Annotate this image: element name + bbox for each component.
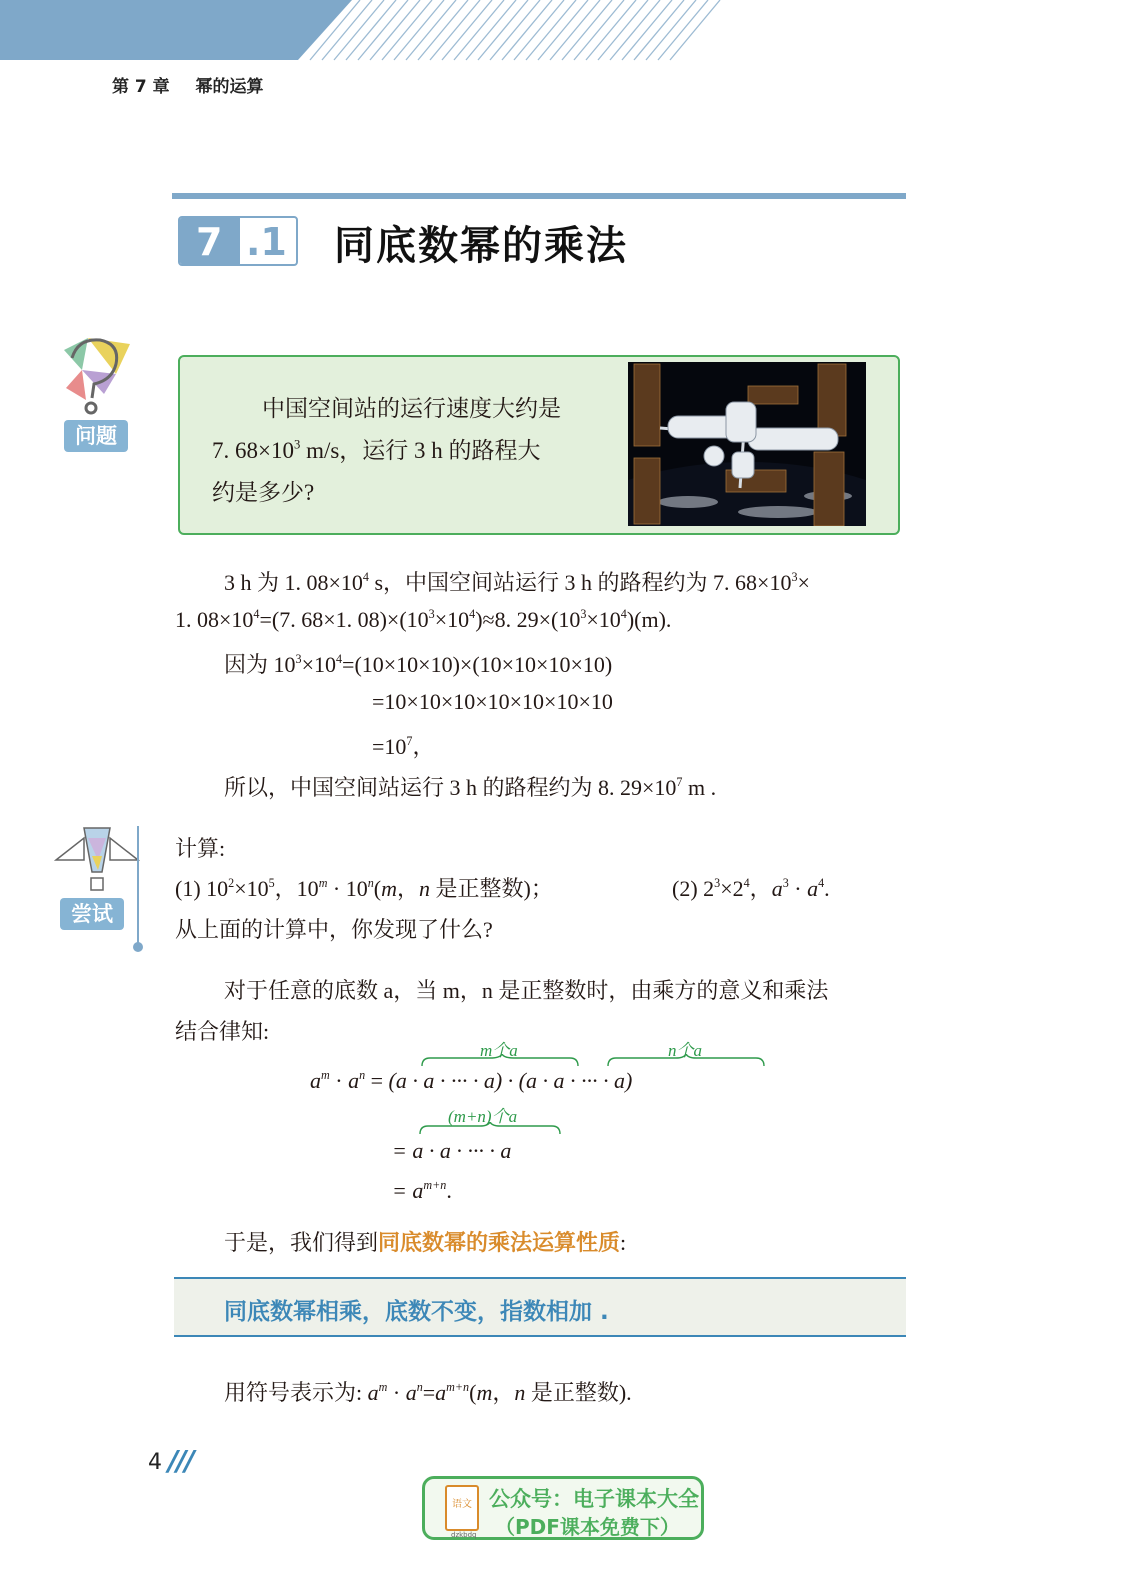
section-number-major: 7 xyxy=(196,220,223,264)
derivation-intro-2: 结合律知: xyxy=(175,1019,270,1044)
brace-label-n: n个a xyxy=(668,1041,702,1060)
rule-statement: 同底数幂相乘，底数不变，指数相加 . xyxy=(224,1299,609,1325)
stamp-small-text: dzkbdq xyxy=(451,1531,477,1539)
conclusion-lead: 于是，我们得到同底数幂的乘法运算性质: xyxy=(224,1230,627,1256)
section-rule xyxy=(172,193,906,199)
space-station-image xyxy=(628,362,866,526)
section-number-badge xyxy=(178,216,298,266)
try-icon-group xyxy=(54,826,140,936)
chapter-header xyxy=(112,72,264,97)
derivation-intro-1: 对于任意的底数 a，当 m，n 是正整数时，由乘方的意义和乘法 xyxy=(224,978,829,1003)
problem-line-3: 约是多少? xyxy=(212,480,315,505)
solution-line-3: 因为 $10^3\times 10^4=(10\times 10\times 10)\times(10\times 10\times 10\times 10)$ xyxy=(224,651,613,677)
brace-label-m: m个a xyxy=(480,1041,518,1060)
book-icon: 语文 xyxy=(445,1485,479,1531)
solution-line-6: 所以，中国空间站运行 3 h 的路程约为 8. $29\times 10^7$ m . xyxy=(224,774,717,800)
problem-line-1: 中国空间站的运行速度大约是 xyxy=(262,396,561,421)
page-slashes: /// xyxy=(168,1444,193,1477)
problem-icon-group xyxy=(58,334,134,454)
stamp-line-1: 公众号：电子课本大全 xyxy=(489,1487,699,1511)
problem-tag xyxy=(64,420,128,452)
property-name-highlight: 同底数幂的乘法运算性质 xyxy=(378,1231,621,1256)
solution-line-5: $=10^7$， xyxy=(372,733,435,759)
try-tag xyxy=(60,898,124,930)
stamp-line-2: （PDF课本免费下） xyxy=(495,1515,680,1539)
try-rule-dot xyxy=(133,942,143,952)
brace-label-mn: (m+n)个a xyxy=(448,1107,518,1126)
try-tag-label: 尝试 xyxy=(71,902,113,926)
exclamation-icon xyxy=(54,826,140,896)
try-item-2: (2) $2^3\times 2^4$，$a^3 \cdot a^4$. xyxy=(672,875,830,901)
try-question: 从上面的计算中，你发现了什么? xyxy=(175,917,493,942)
problem-tag-label: 问题 xyxy=(75,424,117,448)
equation-line-1: $a^m \cdot a^n = (a \cdot a$ · ··· · a) · (a · a · ··· · a) xyxy=(310,1067,633,1093)
page-number: 4 xyxy=(148,1450,162,1475)
chapter-number: 第 7 章 xyxy=(112,77,170,97)
solution-line-2: 1. $08\times 10^4=(7$. 68×1. $08)\times(10^3\times 10^4)\approx 8$. $29\times(10^3\times 10^4)(m)$. xyxy=(175,606,672,632)
chapter-title: 幂的运算 xyxy=(195,77,264,97)
overbrace-total xyxy=(418,1122,568,1136)
question-mark-icon xyxy=(58,334,134,420)
section-title: 同底数幂的乘法 xyxy=(334,223,628,269)
solution-line-1: 3 h 为 1. $08\times 10^4$ s，中国空间站运行 3 h 的路程约为 7. $68\times 10^3\times$ xyxy=(224,569,810,595)
try-item-1: (1) $10^2\times 10^5$，$10^m \cdot 10^n(m$，n 是正整数)； xyxy=(175,875,553,901)
try-side-rule xyxy=(137,826,139,946)
equation-line-3: = $a^{m+n}$. xyxy=(392,1177,452,1203)
overbraces xyxy=(420,1054,770,1068)
watermark-stamp xyxy=(422,1476,704,1540)
header-band xyxy=(0,0,1128,62)
solution-line-4: =10×10×10×10×10×10×10 xyxy=(372,689,613,714)
problem-line-2: 7. $68\times 10^3$ m/s，运行 3 h 的路程大 xyxy=(212,437,541,463)
section-number-minor: .1 xyxy=(246,220,287,264)
equation-line-2: = a · a · ··· · a xyxy=(392,1138,512,1163)
try-title: 计算: xyxy=(175,836,226,861)
symbolic-form: 用符号表示为: $a^m \cdot a^n=a^{m+n}(m$，n 是正整数). xyxy=(224,1379,632,1405)
